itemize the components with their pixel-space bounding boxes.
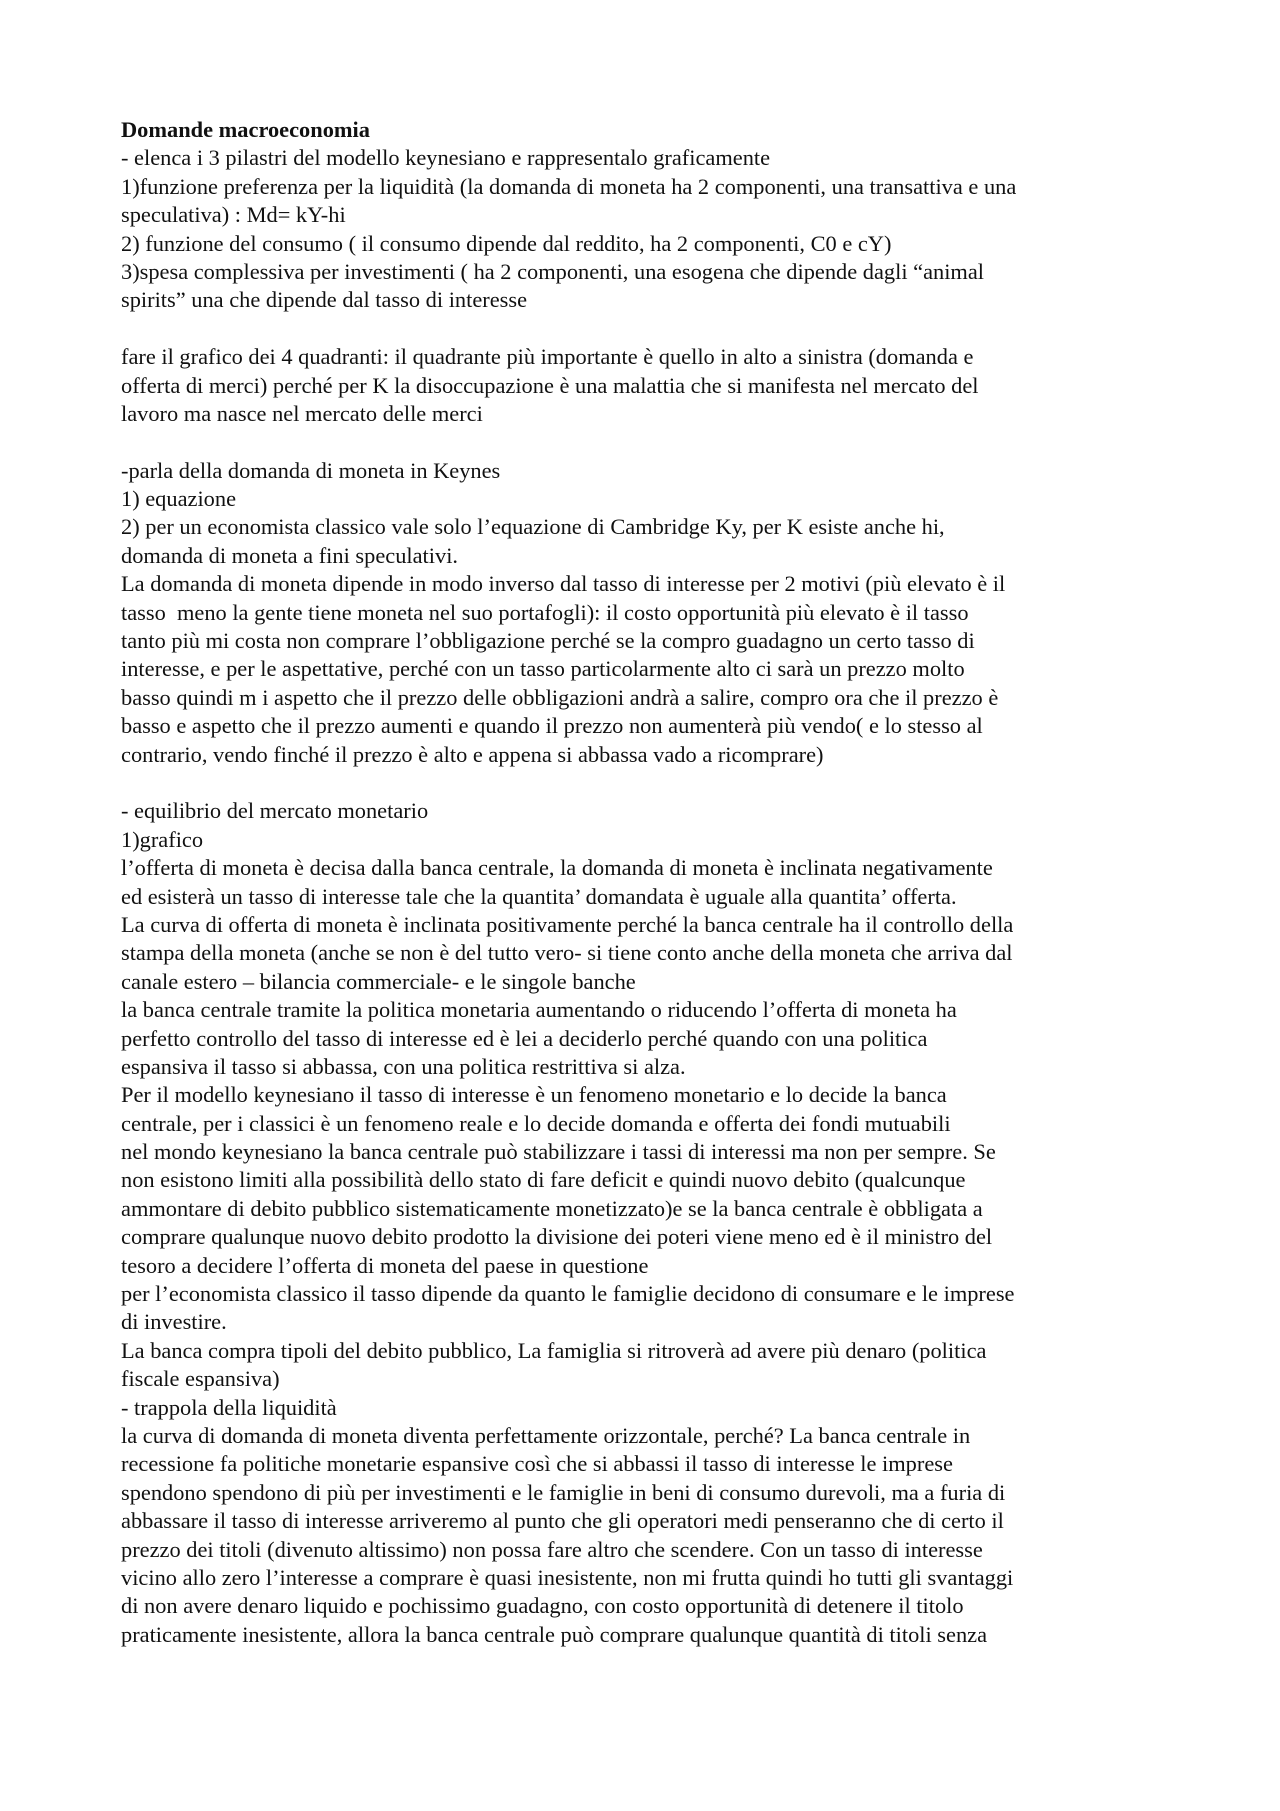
text-line: ammontare di debito pubblico sistematicamente monetizzato)e se la banca centrale è obbligata a <box>121 1195 983 1221</box>
text-line: l’offerta di moneta è decisa dalla banca centrale, la domanda di moneta è inclinata negativamente <box>121 855 993 881</box>
text-line: fiscale espansiva) <box>121 1366 280 1392</box>
text-line: nel mondo keynesiano la banca centrale può stabilizzare i tassi di interessi ma non per sempre. Se <box>121 1139 996 1165</box>
text-line: contrario, vendo finché il prezzo è alto e appena si abbassa vado a ricomprare) <box>121 741 824 767</box>
text-line: praticamente inesistente, allora la banca centrale può comprare qualunque quantità di titoli senza <box>121 1621 988 1647</box>
text-line: non esistono limiti alla possibilità dello stato di fare deficit e quindi nuovo debito (qualcunque <box>121 1167 966 1193</box>
text-line: la banca centrale tramite la politica monetaria aumentando o riducendo l’offerta di moneta ha <box>121 997 957 1023</box>
text-line: recessione fa politiche monetarie espansive così che si abbassi il tasso di interesse le imprese <box>121 1451 953 1477</box>
text-line: spendono spendono di più per investimenti e le famiglie in beni di consumo durevoli, ma a furia di <box>121 1479 1006 1505</box>
text-line: - equilibrio del mercato monetario <box>121 798 429 824</box>
text-line: fare il grafico dei 4 quadranti: il quadrante più importante è quello in alto a sinistra (domanda e <box>121 344 974 370</box>
text-line: abbassare il tasso di interesse arriveremo al punto che gli operatori medi penseranno che di certo il <box>121 1508 1004 1534</box>
text-line: basso e aspetto che il prezzo aumenti e quando il prezzo non aumenterà più vendo( e lo stesso al <box>121 713 983 739</box>
document-page <box>121 116 1171 1649</box>
text-line: -parla della domanda di moneta in Keynes <box>121 457 501 483</box>
text-line: - elenca i 3 pilastri del modello keynesiano e rappresentalo graficamente <box>121 145 771 171</box>
section-4 <box>121 797 1171 1649</box>
text-line: canale estero – bilancia commerciale- e le singole banche <box>121 968 636 994</box>
text-line: lavoro ma nasce nel mercato delle merci <box>121 400 483 426</box>
text-line: La banca compra tipoli del debito pubblico, La famiglia si ritroverà ad avere più denaro (politica <box>121 1337 987 1363</box>
document-body <box>121 144 1171 1649</box>
paragraph-gap <box>121 315 1171 343</box>
document-title: Domande macroeconomia <box>121 117 370 142</box>
text-line: tesoro a decidere l’offerta di moneta del paese in questione <box>121 1252 649 1278</box>
paragraph-gap <box>121 769 1171 797</box>
text-line: comprare qualunque nuovo debito prodotto la divisione dei poteri viene meno ed è il ministro del <box>121 1224 993 1250</box>
section-3 <box>121 457 1171 769</box>
text-line: 1) equazione <box>121 486 237 512</box>
text-line: speculativa) : Md= kY-hi <box>121 202 346 228</box>
text-line: perfetto controllo del tasso di interesse ed è lei a deciderlo perché quando con una politica <box>121 1025 928 1051</box>
text-line: 2) per un economista classico vale solo l’equazione di Cambridge Ky, per K esiste anche hi, <box>121 514 945 540</box>
text-line: di non avere denaro liquido e pochissimo guadagno, con costo opportunità di detenere il titolo <box>121 1593 964 1619</box>
text-line: la curva di domanda di moneta diventa perfettamente orizzontale, perché? La banca centrale in <box>121 1422 971 1448</box>
text-line: tasso meno la gente tiene moneta nel suo portafogli): il costo opportunità più elevato è il tasso <box>121 599 969 625</box>
text-line: spirits” una che dipende dal tasso di interesse <box>121 287 528 313</box>
text-line: stampa della moneta (anche se non è del tutto vero- si tiene conto anche della moneta che arriva dal <box>121 940 1013 966</box>
text-line: 1)grafico <box>121 826 204 852</box>
text-line: offerta di merci) perché per K la disoccupazione è una malattia che si manifesta nel mercato del <box>121 372 979 398</box>
text-line: per l’economista classico il tasso dipende da quanto le famiglie decidono di consumare e le imprese <box>121 1281 1015 1307</box>
text-line: basso quindi m i aspetto che il prezzo delle obbligazioni andrà a salire, compro ora che il prezzo è <box>121 684 999 710</box>
text-line: 3)spesa complessiva per investimenti ( ha 2 componenti, una esogena che dipende dagli “animal <box>121 258 985 284</box>
text-line: domanda di moneta a fini speculativi. <box>121 542 459 568</box>
text-line: vicino allo zero l’interesse a comprare è quasi inesistente, non mi frutta quindi ho tutti gli svantaggi <box>121 1564 1014 1590</box>
paragraph-gap <box>121 428 1171 456</box>
text-line: prezzo dei titoli (divenuto altissimo) non possa fare altro che scendere. Con un tasso di interesse <box>121 1536 983 1562</box>
text-line: - trappola della liquidità <box>121 1394 337 1420</box>
text-line: di investire. <box>121 1309 227 1335</box>
text-line: 1)funzione preferenza per la liquidità (la domanda di moneta ha 2 componenti, una transattiva e una <box>121 173 1017 199</box>
text-line: ed esisterà un tasso di interesse tale che la quantita’ domandata è uguale alla quantita’ offerta. <box>121 883 957 909</box>
section-1 <box>121 144 1171 314</box>
text-line: 2) funzione del consumo ( il consumo dipende dal reddito, ha 2 componenti, C0 e cY) <box>121 230 892 256</box>
text-line: Per il modello keynesiano il tasso di interesse è un fenomeno monetario e lo decide la banca <box>121 1082 947 1108</box>
text-line: espansiva il tasso si abbassa, con una politica restrittiva si alza. <box>121 1053 686 1079</box>
text-line: interesse, e per le aspettative, perché con un tasso particolarmente alto ci sarà un prezzo molto <box>121 656 965 682</box>
text-line: La domanda di moneta dipende in modo inverso dal tasso di interesse per 2 motivi (più elevato è il <box>121 571 1006 597</box>
text-line: centrale, per i classici è un fenomeno reale e lo decide domanda e offerta dei fondi mutuabili <box>121 1110 951 1136</box>
text-line: La curva di offerta di moneta è inclinata positivamente perché la banca centrale ha il controllo della <box>121 911 1014 937</box>
text-line: tanto più mi costa non comprare l’obbligazione perché se la compro guadagno un certo tasso di <box>121 628 975 654</box>
section-2 <box>121 343 1171 428</box>
